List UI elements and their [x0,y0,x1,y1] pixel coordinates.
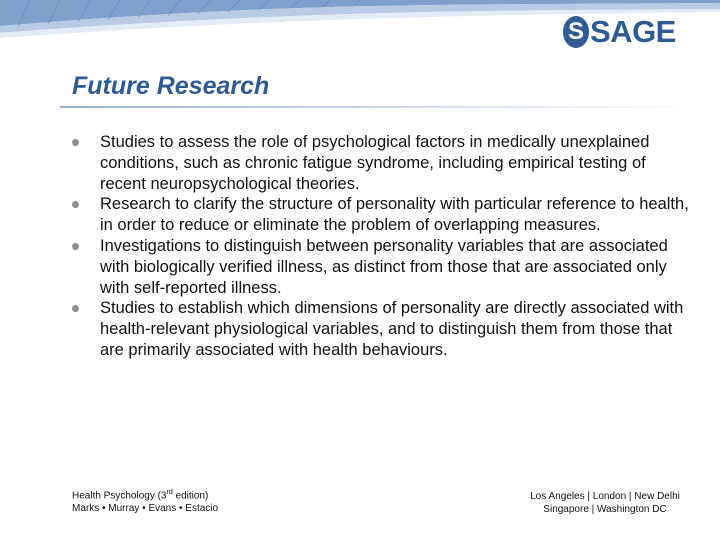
title-divider [60,106,700,108]
bullet-item [72,194,692,236]
footer-locations-line1: Los Angeles | London | New Delhi [530,491,680,502]
bullet-dot-icon [72,305,79,312]
sage-logo [563,16,676,48]
bullet-text: Investigations to distinguish between personality variables that are associated with biologically verified illness, as distinct from those that are associated only with self-reported illness. [100,236,668,297]
footer-authors: Marks • Murray • Evans • Estacio [72,503,219,515]
footer-locations-line2: Singapore | Washington DC [543,504,667,515]
bullet-dot-icon [72,243,79,250]
bullet-list [72,132,692,361]
bullet-text: Studies to assess the role of psychological factors in medically unexplained conditions, such as chronic fatigue syndrome, including empirical testing of recent neuropsychological theories. [100,133,650,193]
slide-title: Future Research [72,72,270,100]
bullet-dot-icon [72,139,79,146]
bullet-item [72,236,692,298]
bullet-text: Studies to establish which dimensions of personality are directly associated with health-relevant physiological variables, and to distinguish them from those that are primarily associated with health behaviours. [100,299,684,359]
footer-book-title: Health Psychology (3rd edition) [72,489,209,502]
sage-logo-mark: S [563,16,589,48]
bullet-item [72,132,692,194]
footer-locations [505,490,705,516]
bullet-item [72,298,692,360]
bullet-text: Research to clarify the structure of personality with particular reference to health, in order to reduce or eliminate the problem of overlapping measures. [100,195,689,235]
sage-logo-text: SAGE [590,14,676,49]
footer-citation [72,486,218,515]
bullet-dot-icon [72,201,79,208]
